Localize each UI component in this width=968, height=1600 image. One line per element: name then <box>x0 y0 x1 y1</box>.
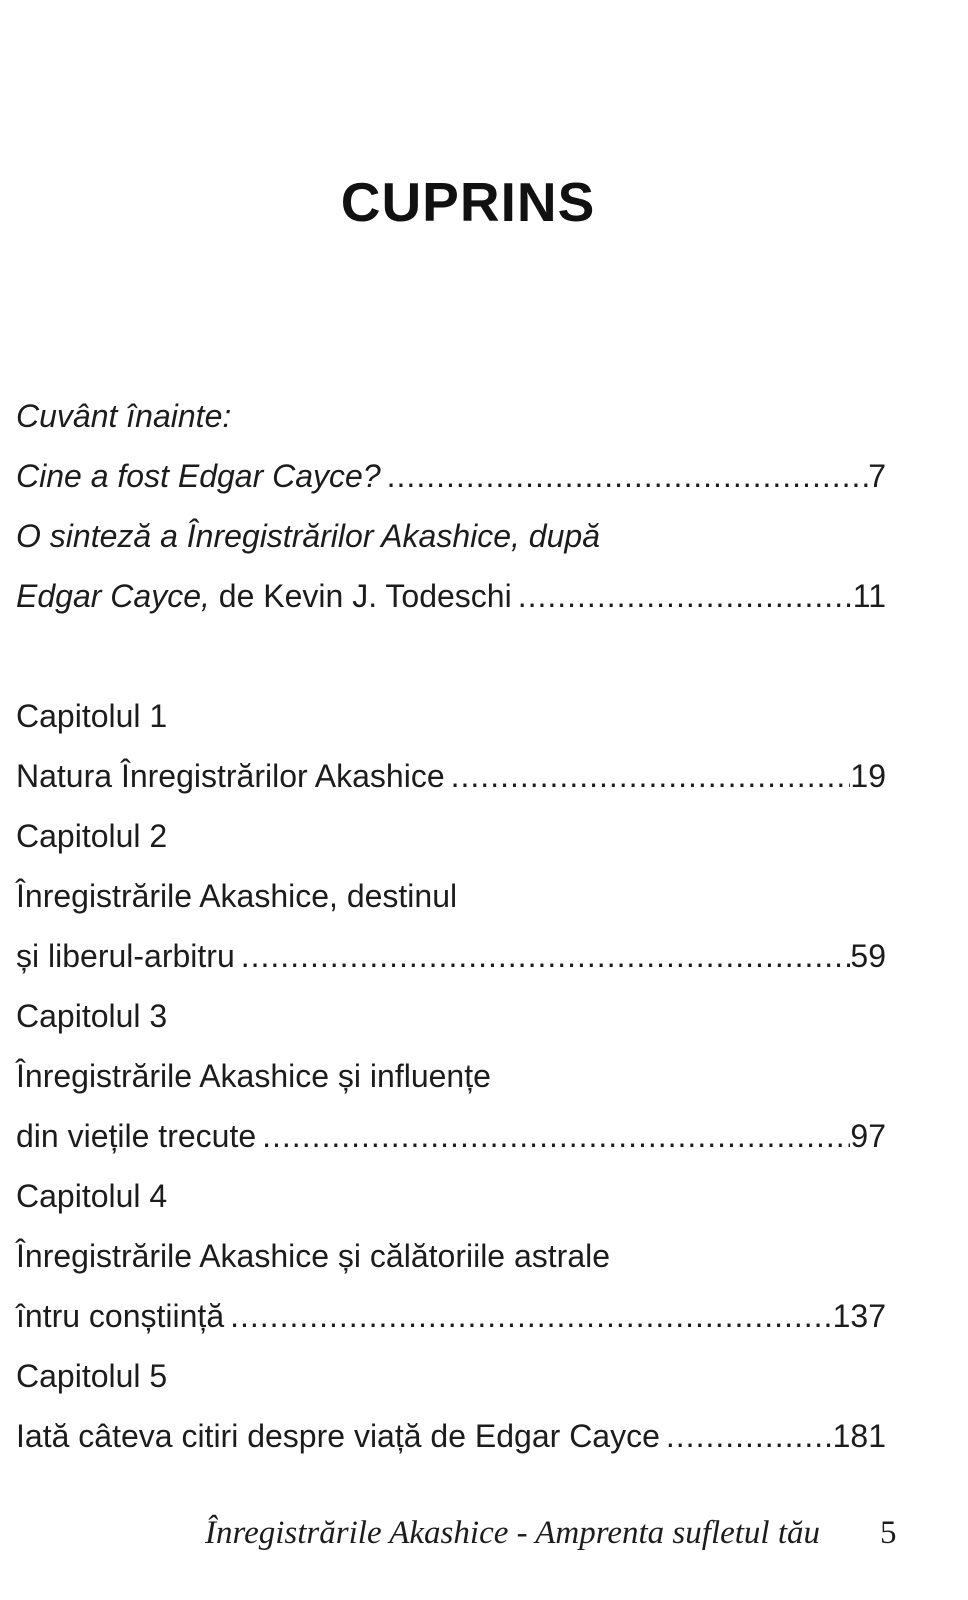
toc-entry-text: întru conștiință <box>16 1298 225 1334</box>
table-of-contents <box>16 386 886 1466</box>
leader-dots <box>262 1106 850 1166</box>
chapter-label: Capitolul 3 <box>16 998 168 1034</box>
leader-dots <box>666 1406 833 1466</box>
leader-dots <box>387 446 869 506</box>
toc-page-number: 7 <box>868 458 886 494</box>
toc-entry-text: Natura Înregistrărilor Akashice <box>16 758 445 794</box>
toc-entry-text: Iată câteva citiri despre viață de Edgar Cayce <box>16 1418 660 1454</box>
toc-entry-author-rest: de Kevin J. Todeschi <box>209 578 512 614</box>
toc-page-number: 137 <box>832 1298 886 1334</box>
chapter-label: Capitolul 1 <box>16 698 168 734</box>
page-title: CUPRINS <box>340 171 596 233</box>
toc-entry-foreword-2[interactable] <box>16 566 886 626</box>
toc-entry-text <box>16 566 512 626</box>
toc-page-number: 11 <box>852 578 886 614</box>
toc-page-number: 97 <box>850 1118 886 1154</box>
spacer <box>16 626 886 686</box>
chapter-label: Capitolul 5 <box>16 1358 168 1394</box>
footer-page-number: 5 <box>880 1515 897 1551</box>
footer-book-title: Înregistrările Akashice - Amprenta sufletul tău <box>205 1515 821 1551</box>
toc-page-number: 59 <box>850 938 886 974</box>
toc-entry-chapter-5[interactable] <box>16 1406 886 1466</box>
toc-entry-text: Înregistrările Akashice și influențe <box>16 1058 491 1094</box>
toc-entry-chapter-2[interactable] <box>16 926 886 986</box>
toc-page-number: 181 <box>832 1418 886 1454</box>
leader-dots <box>241 926 851 986</box>
toc-entry-text: din viețile trecute <box>16 1118 257 1154</box>
leader-dots <box>230 1286 833 1346</box>
toc-entry-text: Cine a fost Edgar Cayce? <box>16 458 381 494</box>
leader-dots <box>451 746 851 806</box>
toc-entry-chapter-4[interactable] <box>16 1286 886 1346</box>
chapter-label: Capitolul 2 <box>16 818 168 854</box>
toc-entry-author-italic: Edgar Cayce, <box>16 578 210 614</box>
foreword-heading: Cuvânt înainte: <box>16 398 232 434</box>
toc-page-number: 19 <box>850 758 886 794</box>
toc-entry-text: și liberul-arbitru <box>16 938 235 974</box>
toc-entry-chapter-1[interactable] <box>16 746 886 806</box>
toc-entry-chapter-3[interactable] <box>16 1106 886 1166</box>
leader-dots <box>518 566 853 626</box>
chapter-label: Capitolul 4 <box>16 1178 168 1214</box>
toc-entry-text: Înregistrările Akashice și călătoriile astrale <box>16 1238 611 1274</box>
toc-entry-text: O sinteză a Înregistrărilor Akashice, după <box>16 518 600 554</box>
toc-entry-text: Înregistrările Akashice, destinul <box>16 878 458 914</box>
toc-entry-foreword-1[interactable] <box>16 446 886 506</box>
